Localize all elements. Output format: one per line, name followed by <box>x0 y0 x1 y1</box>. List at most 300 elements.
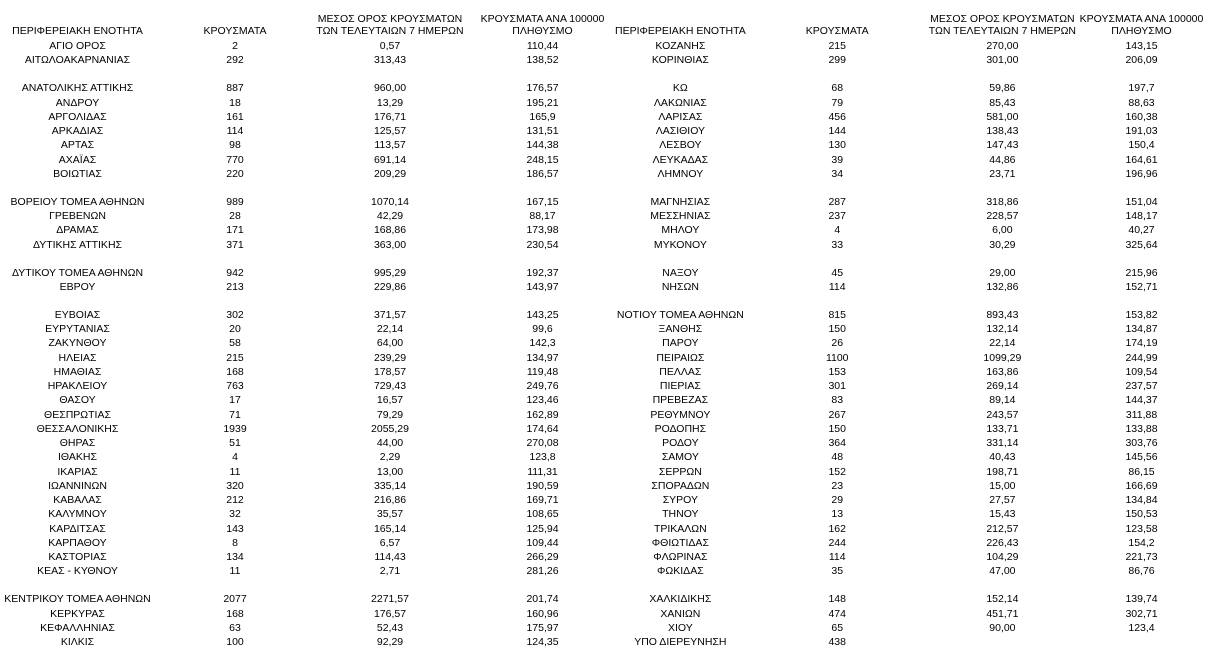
avg7-cell: 691,14 <box>373 153 407 166</box>
table-row <box>615 635 1207 649</box>
table-row <box>615 621 1207 635</box>
per100k-header-line2: ΠΛΗΘΥΣΜΟ <box>512 25 573 37</box>
table-row <box>0 592 620 606</box>
table-row <box>0 223 620 237</box>
table-row <box>615 124 1207 138</box>
spacer-cell <box>0 579 620 593</box>
table-row <box>615 308 1207 322</box>
avg7-cell: 198,71 <box>986 465 1019 478</box>
region-cell: ΚΑΒΑΛΑΣ <box>53 494 102 506</box>
per100k-cell: 99,6 <box>532 323 553 335</box>
table-row <box>615 479 1207 493</box>
table-row <box>615 393 1207 407</box>
cases-cell: 887 <box>226 82 244 95</box>
table-row <box>615 238 1207 252</box>
cases-cell: 63 <box>229 621 241 634</box>
per100k-cell: 144,38 <box>526 139 559 152</box>
cases-cell: 71 <box>229 408 241 421</box>
region-cell: ΚΑΡΔΙΤΣΑΣ <box>49 522 106 535</box>
cases-cell: 51 <box>229 437 241 449</box>
table-row <box>0 138 620 152</box>
table-row <box>0 365 620 379</box>
cases-cell: 11 <box>229 565 241 578</box>
per100k-cell: 266,29 <box>526 551 559 563</box>
cases-cell: 18 <box>229 96 241 109</box>
per100k-cell: 125,94 <box>526 522 559 535</box>
per100k-cell: 169,71 <box>526 494 559 506</box>
table-row <box>615 266 1207 280</box>
per100k-cell: 86,76 <box>1128 565 1155 578</box>
table-row <box>0 81 620 95</box>
table-row <box>0 336 620 350</box>
per100k-cell: 167,15 <box>526 195 559 208</box>
per100k-cell: 124,35 <box>526 636 559 648</box>
per100k-cell: 123,58 <box>1125 522 1158 535</box>
per100k-cell: 237,57 <box>1125 380 1158 392</box>
per100k-cell: 123,46 <box>526 394 559 407</box>
region-cell: ΠΡΕΒΕΖΑΣ <box>652 394 709 407</box>
table-row <box>615 607 1207 621</box>
region-cell: ΙΩΑΝΝΙΝΩΝ <box>48 479 107 492</box>
table-row <box>0 167 620 181</box>
region-cell: ΚΕΦΑΛΛΗΝΙΑΣ <box>40 621 115 634</box>
per100k-cell: 133,88 <box>1125 422 1158 435</box>
per100k-cell: 150,4 <box>1128 139 1155 152</box>
per100k-cell: 151,04 <box>1125 195 1158 208</box>
table-row <box>0 493 620 507</box>
table-row <box>0 607 620 621</box>
per100k-cell: 215,96 <box>1125 266 1158 279</box>
cases-cell: 161 <box>226 110 244 123</box>
avg7-header-line2: ΤΩΝ ΤΕΛΕΥΤΑΙΩΝ 7 ΗΜΕΡΩΝ <box>928 25 1077 37</box>
region-cell: ΛΑΡΙΣΑΣ <box>658 110 703 123</box>
cases-cell: 292 <box>226 54 244 67</box>
cases-cell: 65 <box>831 621 844 634</box>
avg7-cell: 40,43 <box>989 451 1016 464</box>
table-row <box>615 223 1207 237</box>
region-cell: ΗΜΑΘΙΑΣ <box>53 365 102 378</box>
region-cell: ΑΓΙΟ ΟΡΟΣ <box>49 40 106 52</box>
region-cell: ΚΕΑΣ - ΚΥΘΝΟΥ <box>37 565 118 578</box>
per100k-cell: 195,21 <box>526 96 559 109</box>
avg7-cell: 893,43 <box>986 308 1019 321</box>
avg7-cell: 30,29 <box>989 238 1016 251</box>
avg7-cell: 6,00 <box>992 224 1013 237</box>
cases-cell: 33 <box>831 238 844 251</box>
avg7-cell: 22,14 <box>989 337 1016 350</box>
region-cell: ΑΝΑΤΟΛΙΚΗΣ ΑΤΤΙΚΗΣ <box>21 82 134 95</box>
table-row <box>0 153 620 167</box>
region-cell: ΚΕΡΚΥΡΑΣ <box>50 607 105 620</box>
avg7-cell: 168,86 <box>373 224 407 237</box>
table-row <box>0 280 620 294</box>
spacer-cell <box>0 68 620 82</box>
region-cell: ΚΑΣΤΟΡΙΑΣ <box>48 551 107 563</box>
region-cell: ΠΕΛΛΑΣ <box>659 365 702 378</box>
table-row <box>0 422 620 436</box>
avg7-cell: 2055,29 <box>371 422 409 435</box>
region-cell: ΚΙΛΚΙΣ <box>60 636 95 648</box>
table-row <box>615 564 1207 578</box>
per100k-header-line1: ΚΡΟΥΣΜΑΤΑ ΑΝΑ 100000 <box>480 13 605 25</box>
right-table-body <box>615 39 1207 649</box>
region-cell: ΔΡΑΜΑΣ <box>56 224 99 237</box>
spacer-cell <box>0 252 620 266</box>
cases-cell: 763 <box>226 380 244 392</box>
region-cell: ΧΑΛΚΙΔΙΚΗΣ <box>649 593 712 606</box>
avg7-cell: 2,71 <box>379 565 401 578</box>
per100k-cell: 134,84 <box>1125 494 1158 506</box>
cases-cell: 171 <box>226 224 244 237</box>
cases-cell: 2 <box>232 40 238 52</box>
region-cell: ΜΗΛΟΥ <box>661 224 700 237</box>
region-cell: ΠΑΡΟΥ <box>662 337 699 350</box>
per100k-cell: 131,51 <box>526 125 559 137</box>
per100k-header <box>465 0 620 39</box>
table-row <box>615 365 1207 379</box>
avg7-cell: 335,14 <box>373 479 407 492</box>
per100k-cell: 148,17 <box>1125 210 1158 222</box>
cases-cell: 23 <box>831 479 844 492</box>
cases-cell: 130 <box>828 139 846 152</box>
table-row <box>615 422 1207 436</box>
table-row <box>615 53 1207 67</box>
region-cell: ΚΟΖΑΝΗΣ <box>655 40 706 52</box>
per100k-cell: 123,8 <box>529 451 556 464</box>
avg7-cell: 176,71 <box>373 110 407 123</box>
table-row <box>0 564 620 578</box>
cases-cell: 152 <box>828 465 846 478</box>
per100k-cell: 176,57 <box>526 82 559 95</box>
avg7-cell: 371,57 <box>373 308 407 321</box>
avg7-cell: 138,43 <box>986 125 1019 137</box>
table-row <box>0 308 620 322</box>
region-cell: ΚΑΛΥΜΝΟΥ <box>48 508 107 521</box>
per100k-cell: 281,26 <box>526 565 559 578</box>
header-row <box>0 0 620 39</box>
table-row <box>0 507 620 521</box>
region-cell: ΑΡΚΑΔΙΑΣ <box>51 125 104 137</box>
per100k-cell: 143,25 <box>526 308 559 321</box>
cases-cell: 301 <box>828 380 846 392</box>
per100k-cell: 153,82 <box>1125 308 1158 321</box>
avg7-cell: 47,00 <box>989 565 1016 578</box>
cases-cell: 474 <box>828 607 846 620</box>
region-cell: ΕΥΡΥΤΑΝΙΑΣ <box>45 323 110 335</box>
avg7-cell: 163,86 <box>986 365 1019 378</box>
cases-cell: 942 <box>226 266 244 279</box>
per100k-cell: 249,76 <box>526 380 559 392</box>
cases-cell: 79 <box>831 96 844 109</box>
region-cell: ΧΙΟΥ <box>667 621 693 634</box>
per100k-cell: 303,76 <box>1125 437 1158 449</box>
table-row <box>615 153 1207 167</box>
region-cell: ΗΛΕΙΑΣ <box>58 351 97 364</box>
per100k-cell: 150,53 <box>1125 508 1158 521</box>
region-cell: ΣΑΜΟΥ <box>661 451 699 464</box>
cases-cell: 150 <box>828 422 846 435</box>
per100k-cell: 174,19 <box>1125 337 1158 350</box>
avg7-cell: 178,57 <box>373 365 407 378</box>
avg7-cell: 147,43 <box>986 139 1019 152</box>
region-cell: ΒΟΙΩΤΙΑΣ <box>53 167 102 180</box>
spacer-row <box>0 294 620 308</box>
per100k-cell: 325,64 <box>1125 238 1158 251</box>
cases-cell: 267 <box>828 408 846 421</box>
avg7-cell <box>929 635 1076 649</box>
avg7-cell: 13,00 <box>376 465 404 478</box>
cases-cell: 100 <box>226 636 244 648</box>
table-row <box>0 621 620 635</box>
region-cell: ΑΡΤΑΣ <box>60 139 95 152</box>
per100k-cell: 134,97 <box>526 351 559 364</box>
avg7-cell: 363,00 <box>373 238 407 251</box>
cases-cell: 364 <box>828 437 846 449</box>
spacer-row <box>0 252 620 266</box>
cases-cell: 4 <box>232 451 238 464</box>
region-cell: ΡΟΔΟΥ <box>662 437 699 449</box>
cases-cell: 83 <box>831 394 844 407</box>
avg7-header-line1: ΜΕΣΟΣ ΟΡΟΣ ΚΡΟΥΣΜΑΤΩΝ <box>317 13 463 25</box>
avg7-cell: 42,29 <box>376 210 404 222</box>
region-cell: ΒΟΡΕΙΟΥ ΤΟΜΕΑ ΑΘΗΝΩΝ <box>10 195 145 208</box>
per100k-cell: 201,74 <box>526 593 559 606</box>
spacer-cell <box>615 252 1207 266</box>
cases-cell: 815 <box>828 308 846 321</box>
region-cell: ΦΘΙΩΤΙΔΑΣ <box>651 536 709 549</box>
cases-cell: 39 <box>831 153 844 166</box>
region-cell: ΥΠΟ ΔΙΕΡΕΥΝΗΣΗ <box>634 636 727 648</box>
region-cell: ΘΕΣΣΑΛΟΝΙΚΗΣ <box>36 422 119 435</box>
spacer-cell <box>615 181 1207 195</box>
avg7-cell: 1099,29 <box>983 351 1022 364</box>
right-table-block <box>615 0 1207 649</box>
cases-cell: 114 <box>828 551 846 563</box>
region-cell: ΗΡΑΚΛΕΙΟΥ <box>47 380 108 392</box>
per100k-cell: 109,44 <box>526 536 559 549</box>
region-cell: ΑΝΔΡΟΥ <box>55 96 100 109</box>
table-row <box>615 450 1207 464</box>
region-cell: ΚΩ <box>672 82 688 95</box>
cases-cell: 45 <box>831 266 844 279</box>
region-cell: ΣΕΡΡΩΝ <box>658 465 702 478</box>
avg7-header-line2: ΤΩΝ ΤΕΛΕΥΤΑΙΩΝ 7 ΗΜΕΡΩΝ <box>316 25 464 37</box>
cases-cell: 148 <box>828 593 846 606</box>
cases-cell: 150 <box>828 323 846 335</box>
spacer-row <box>0 68 620 82</box>
cases-cell: 212 <box>226 494 244 506</box>
table-row <box>0 39 620 53</box>
region-cell: ΜΑΓΝΗΣΙΑΣ <box>650 195 711 208</box>
table-row <box>615 195 1207 209</box>
per100k-cell: 162,89 <box>526 408 559 421</box>
header-row <box>615 0 1207 39</box>
avg7-cell: 243,57 <box>986 408 1019 421</box>
table-row <box>0 96 620 110</box>
spacer-row <box>615 579 1207 593</box>
table-row <box>615 379 1207 393</box>
per100k-cell: 164,61 <box>1125 153 1158 166</box>
per100k-cell: 197,7 <box>1128 82 1155 95</box>
avg7-cell: 35,57 <box>376 508 404 521</box>
avg7-cell: 64,00 <box>376 337 404 350</box>
per100k-cell: 166,69 <box>1125 479 1158 492</box>
per100k-header <box>1076 0 1207 39</box>
avg7-cell: 995,29 <box>373 266 407 279</box>
avg7-cell: 212,57 <box>986 522 1019 535</box>
spacer-cell <box>615 68 1207 82</box>
avg7-cell: 27,57 <box>989 494 1016 506</box>
avg7-cell: 44,00 <box>376 437 404 449</box>
spacer-row <box>615 294 1207 308</box>
cases-cell: 320 <box>226 479 244 492</box>
avg7-cell: 89,14 <box>989 394 1016 407</box>
table-row <box>615 336 1207 350</box>
region-cell: ΛΑΣΙΘΙΟΥ <box>655 125 706 137</box>
per100k-cell: 110,44 <box>526 40 559 52</box>
cases-cell: 29 <box>831 494 844 506</box>
per100k-cell: 221,73 <box>1125 551 1158 563</box>
avg7-cell: 113,57 <box>374 139 406 152</box>
avg7-cell: 15,00 <box>989 479 1016 492</box>
region-cell: ΜΥΚΟΝΟΥ <box>653 238 707 251</box>
cases-cell: 302 <box>226 308 244 321</box>
table-row <box>0 436 620 450</box>
spacer-cell <box>615 579 1207 593</box>
table-row <box>615 81 1207 95</box>
avg7-cell: 114,43 <box>374 551 406 563</box>
cases-cell: 26 <box>831 337 844 350</box>
cases-cell: 371 <box>226 238 244 251</box>
table-row <box>615 408 1207 422</box>
cases-cell: 68 <box>831 82 844 95</box>
table-row <box>615 280 1207 294</box>
avg7-cell: 132,14 <box>986 323 1019 335</box>
region-cell: ΠΙΕΡΙΑΣ <box>659 380 701 392</box>
table-row <box>615 110 1207 124</box>
region-cell: ΞΑΝΘΗΣ <box>658 323 703 335</box>
per100k-cell: 175,97 <box>526 621 559 634</box>
avg7-cell: 226,43 <box>986 536 1019 549</box>
spacer-cell <box>0 181 620 195</box>
cases-cell: 98 <box>229 139 241 152</box>
cases-cell: 220 <box>226 167 244 180</box>
table-row <box>0 379 620 393</box>
region-cell: ΠΕΙΡΑΙΩΣ <box>656 351 705 364</box>
per100k-cell: 186,57 <box>526 167 559 180</box>
region-cell: ΚΕΝΤΡΙΚΟΥ ΤΟΜΕΑ ΑΘΗΝΩΝ <box>4 593 151 606</box>
per100k-cell: 108,65 <box>526 508 559 521</box>
cases-cell: 144 <box>828 125 846 137</box>
per100k-cell: 190,59 <box>526 479 559 492</box>
region-cell: ΦΛΩΡΙΝΑΣ <box>653 551 708 563</box>
cases-cell: 11 <box>229 465 241 478</box>
cases-cell: 989 <box>226 195 244 208</box>
cases-cell: 168 <box>226 607 244 620</box>
region-cell: ΣΥΡΟΥ <box>662 494 699 506</box>
per100k-cell: 144,37 <box>1125 394 1158 407</box>
per100k-cell <box>1076 635 1207 649</box>
cases-header: ΚΡΟΥΣΜΑΤΑ <box>805 25 869 37</box>
per100k-cell: 173,98 <box>526 224 559 237</box>
per100k-cell: 123,4 <box>1128 621 1155 634</box>
spacer-cell <box>0 294 620 308</box>
per100k-cell: 143,97 <box>526 280 559 293</box>
avg7-cell: 313,43 <box>373 54 407 67</box>
per100k-cell: 142,3 <box>529 337 556 350</box>
region-cell: ΝΟΤΙΟΥ ΤΟΜΕΑ ΑΘΗΝΩΝ <box>616 308 744 321</box>
per100k-cell: 111,31 <box>527 465 558 478</box>
cases-header: ΚΡΟΥΣΜΑΤΑ <box>203 25 267 37</box>
table-row <box>615 507 1207 521</box>
per100k-header-line1: ΚΡΟΥΣΜΑΤΑ ΑΝΑ 100000 <box>1079 13 1204 25</box>
region-cell: ΑΙΤΩΛΟΑΚΑΡΝΑΝΙΑΣ <box>24 54 131 67</box>
per100k-cell: 196,96 <box>1125 167 1158 180</box>
per100k-cell: 86,15 <box>1128 465 1155 478</box>
cases-cell: 168 <box>226 365 244 378</box>
region-cell: ΛΕΥΚΑΔΑΣ <box>652 153 709 166</box>
region-cell: ΜΕΣΣΗΝΙΑΣ <box>650 210 711 222</box>
per100k-cell: 109,54 <box>1125 365 1158 378</box>
cases-cell: 34 <box>831 167 844 180</box>
avg7-cell: 29,00 <box>989 266 1016 279</box>
table-row <box>615 550 1207 564</box>
table-row <box>615 351 1207 365</box>
cases-cell: 20 <box>229 323 241 335</box>
region-cell: ΤΗΝΟΥ <box>662 508 699 521</box>
per100k-cell: 40,27 <box>1128 224 1155 237</box>
cases-cell: 8 <box>232 536 238 549</box>
avg7-cell: 125,57 <box>373 125 407 137</box>
avg7-cell: 960,00 <box>373 82 407 95</box>
cases-cell: 2077 <box>223 593 247 606</box>
avg7-cell: 133,71 <box>986 422 1019 435</box>
per100k-cell: 244,99 <box>1125 351 1158 364</box>
per100k-cell: 134,87 <box>1125 323 1158 335</box>
cases-cell: 162 <box>828 522 846 535</box>
per100k-cell: 270,08 <box>526 437 559 449</box>
cases-cell: 13 <box>831 508 844 521</box>
avg7-cell: 13,29 <box>376 96 404 109</box>
per100k-cell: 138,52 <box>526 54 559 67</box>
cases-table-right <box>615 0 1207 649</box>
avg7-cell: 270,00 <box>986 40 1019 52</box>
avg7-cell: 209,29 <box>373 167 407 180</box>
per100k-cell: 88,17 <box>529 210 556 222</box>
per100k-cell: 302,71 <box>1125 607 1158 620</box>
region-cell: ΙΚΑΡΙΑΣ <box>57 465 98 478</box>
region-cell: ΔΥΤΙΚΗΣ ΑΤΤΙΚΗΣ <box>32 238 123 251</box>
avg7-cell: 228,57 <box>986 210 1019 222</box>
avg7-cell: 6,57 <box>379 536 401 549</box>
region-cell: ΧΑΝΙΩΝ <box>660 607 701 620</box>
spacer-row <box>615 68 1207 82</box>
region-header: ΠΕΡΙΦΕΡΕΙΑΚΗ ΕΝΟΤΗΤΑ <box>615 25 746 37</box>
table-row <box>0 550 620 564</box>
spacer-cell <box>615 294 1207 308</box>
region-cell: ΣΠΟΡΑΔΩΝ <box>651 479 710 492</box>
avg7-cell: 152,14 <box>986 593 1019 606</box>
cases-cell: 244 <box>828 536 846 549</box>
avg7-cell: 59,86 <box>989 82 1016 95</box>
table-row <box>0 110 620 124</box>
avg7-cell: 79,29 <box>376 408 404 421</box>
cases-cell: 143 <box>226 522 244 535</box>
region-cell: ΖΑΚΥΝΘΟΥ <box>48 337 107 350</box>
table-row <box>0 124 620 138</box>
region-cell: ΦΩΚΙΔΑΣ <box>657 565 704 578</box>
avg7-cell: 92,29 <box>376 636 404 648</box>
